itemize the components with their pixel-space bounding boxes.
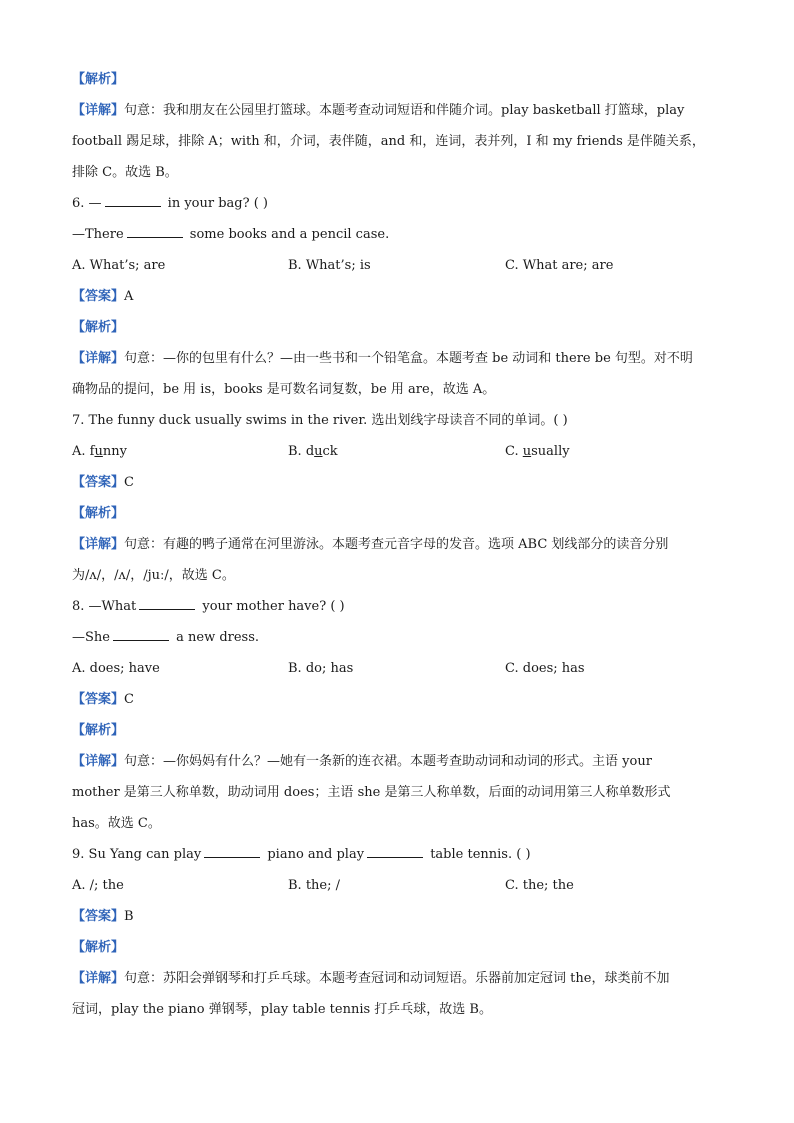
q9-option-b: B. the; / <box>288 878 340 893</box>
q5-detail-line-3: 排除 C。故选 B。 <box>72 165 178 180</box>
q6-analysis-line <box>72 312 724 343</box>
q6-options <box>72 250 724 281</box>
q7-option-a: A. funny <box>72 444 127 459</box>
q7-answer: C <box>124 475 134 490</box>
answer-label: 【答案】 <box>72 909 125 924</box>
q8-detail-line-3: has。故选 C。 <box>72 816 161 831</box>
q6-detail-line-1: 【详解】句意：—你的包里有什么？—由一些书和一个铅笔盒。本题考查 be 动词和 there be 句型。对不明 <box>72 351 693 366</box>
detail-label: 【详解】 <box>72 103 125 118</box>
answer-label: 【答案】 <box>72 692 125 707</box>
q9-detail-line-1: 【详解】句意：苏阳会弹钢琴和打乒乓球。本题考查冠词和动词短语。乐器前加定冠词 the，球类前不加 <box>72 971 670 986</box>
q8-option-c: C. does; has <box>505 661 585 676</box>
q5-detail-line-2: football 踢足球，排除 A；with 和，介词，表伴随，and 和，连词，表并列，I 和 my friends 是伴随关系， <box>72 134 705 149</box>
q7-analysis-line <box>72 498 724 529</box>
q9-answer: B <box>124 909 134 924</box>
q9-prompt: 9. Su Yang can play piano and play table tennis. ( ) <box>72 839 724 870</box>
q6-answer: A <box>124 289 134 304</box>
q8-detail-line-1: 【详解】句意：—你妈妈有什么？—她有一条新的连衣裙。本题考查助动词和动词的形式。主语 your <box>72 754 652 769</box>
q9-options <box>72 870 724 901</box>
detail-label: 【详解】 <box>72 754 125 769</box>
underlined-letter: u <box>314 444 323 459</box>
analysis-label: 【解析】 <box>72 940 125 955</box>
document-page <box>72 64 724 1025</box>
q7-answer-line <box>72 467 724 498</box>
answer-blank <box>127 222 183 238</box>
answer-label: 【答案】 <box>72 289 125 304</box>
q7-detail-line-1: 【详解】句意：有趣的鸭子通常在河里游泳。本题考查元音字母的发音。选项 ABC 划线部分的读音分别 <box>72 537 669 552</box>
q9-option-c: C. the; the <box>505 878 574 893</box>
q9-answer-line <box>72 901 724 932</box>
q8-detail-line-2: mother 是第三人称单数，助动词用 does；主语 she 是第三人称单数，后面的动词用第三人称单数形式 <box>72 785 671 800</box>
analysis-label: 【解析】 <box>72 506 125 521</box>
q9-option-a: A. /; the <box>72 878 124 893</box>
q6-detail-line-2: 确物品的提问，be 用 is，books 是可数名词复数，be 用 are，故选 A。 <box>72 382 496 397</box>
q7-detail-line-2: 为/ʌ/，/ʌ/，/juː/，故选 C。 <box>72 568 235 583</box>
q6-answer-line <box>72 281 724 312</box>
answer-blank <box>105 191 161 207</box>
q7-prompt: 7. The funny duck usually swims in the river. 选出划线字母读音不同的单词。( ) <box>72 413 568 428</box>
q6-prompt: 6. — in your bag? ( ) <box>72 188 724 219</box>
q6-option-b: B. What’s; is <box>288 258 371 273</box>
q8-analysis-line <box>72 715 724 746</box>
q8-prompt: 8. —What your mother have? ( ) <box>72 591 724 622</box>
q9-analysis-line <box>72 932 724 963</box>
underlined-letter: u <box>94 444 103 459</box>
q8-answer-line <box>72 684 724 715</box>
q7-option-c: C. usually <box>505 444 570 459</box>
analysis-label: 【解析】 <box>72 320 125 335</box>
detail-label: 【详解】 <box>72 351 125 366</box>
q5-detail-line-1 <box>72 95 724 126</box>
q8-option-a: A. does; have <box>72 661 160 676</box>
detail-label: 【详解】 <box>72 537 125 552</box>
underlined-letter: u <box>522 444 532 459</box>
answer-blank <box>204 842 260 858</box>
q5-analysis-line <box>72 64 724 95</box>
analysis-label: 【解析】 <box>72 72 125 87</box>
q7-option-b: B. duck <box>288 444 338 459</box>
q5-detail-text-1: 句意：我和朋友在公园里打篮球。本题考查动词短语和伴随介词。play basketball 打篮球，play <box>124 103 685 118</box>
q8-option-b: B. do; has <box>288 661 354 676</box>
q8-options <box>72 653 724 684</box>
q6-option-a: A. What’s; are <box>72 258 166 273</box>
q7-options <box>72 436 724 467</box>
analysis-label: 【解析】 <box>72 723 125 738</box>
q9-detail-line-2: 冠词，play the piano 弹钢琴，play table tennis 打乒乓球，故选 B。 <box>72 1002 492 1017</box>
answer-blank <box>113 625 169 641</box>
answer-label: 【答案】 <box>72 475 125 490</box>
q8-answer: C <box>124 692 134 707</box>
detail-label: 【详解】 <box>72 971 125 986</box>
answer-blank <box>367 842 423 858</box>
q6-option-c: C. What are; are <box>505 258 614 273</box>
q6-reply: —There some books and a pencil case. <box>72 219 724 250</box>
answer-blank <box>139 594 195 610</box>
q8-reply: —She a new dress. <box>72 622 724 653</box>
